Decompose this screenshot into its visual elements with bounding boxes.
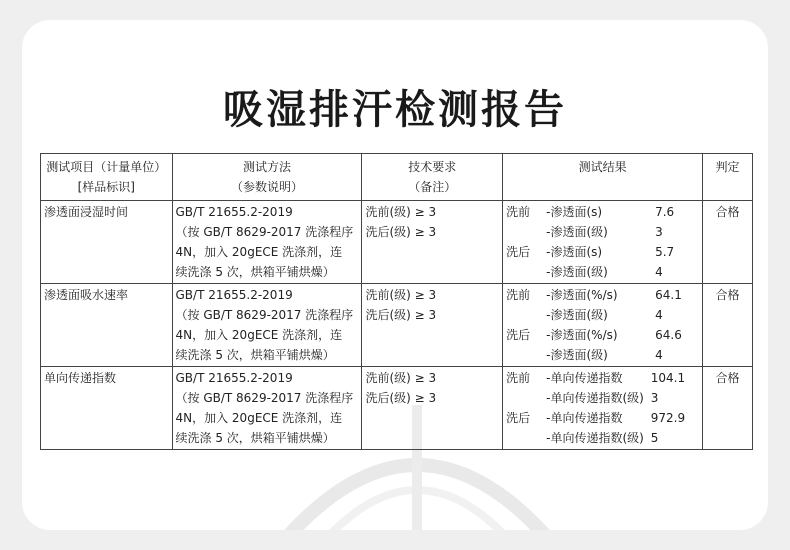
page-title: 吸湿排汗检测报告 (223, 87, 567, 133)
header-result: 测试结果 (503, 154, 703, 201)
requirement-line: 洗后(级) ≥ 3 (365, 225, 437, 239)
cell-requirement (362, 284, 503, 367)
result-stage: 洗前 (506, 205, 531, 219)
method-line: （按 GB/T 8629-2017 洗涤程序 (175, 225, 354, 239)
result-value: 64.1 (655, 288, 682, 302)
result-label: -单向传递指数 (546, 411, 623, 425)
header-requirement (362, 154, 503, 201)
result-label: -渗透面(级) (546, 308, 608, 322)
result-stage (506, 428, 544, 448)
cell-method (172, 367, 362, 450)
result-value: 4 (655, 265, 663, 279)
result-label: -渗透面(s) (546, 205, 603, 219)
result-value: 3 (650, 391, 659, 405)
header-method-line: 测试方法 (242, 160, 291, 174)
header-method (172, 154, 362, 201)
method-line: 4N，加入 20gECE 洗涤剂，连 (175, 328, 343, 342)
result-value: 3 (655, 225, 663, 239)
result-stage: 洗前 (506, 371, 531, 385)
result-value: 7.6 (655, 205, 675, 219)
cell-method (172, 201, 362, 284)
result-grid (506, 285, 699, 365)
method-line: 4N，加入 20gECE 洗涤剂，连 (175, 411, 343, 425)
result-label: -单向传递指数 (546, 371, 623, 385)
requirement-line: 洗前(级) ≥ 3 (365, 371, 437, 385)
result-label: -渗透面(%/s) (546, 328, 618, 342)
cell-verdict: 合格 (703, 201, 753, 284)
result-stage: 洗后 (506, 328, 531, 342)
method-line: GB/T 21655.2-2019 (175, 288, 293, 302)
cell-method (172, 284, 362, 367)
cell-requirement (362, 367, 503, 450)
result-value: 4 (655, 348, 663, 362)
header-requirement-line: （备注） (408, 180, 457, 194)
result-label: -单向传递指数(级) (546, 431, 644, 445)
result-value: 4 (655, 308, 663, 322)
cell-result (503, 201, 703, 284)
report-table (40, 153, 753, 450)
header-method-line: （参数说明） (230, 180, 303, 194)
table-header-row (41, 154, 753, 201)
result-stage (506, 305, 544, 325)
result-label: -渗透面(s) (546, 245, 603, 259)
method-line: （按 GB/T 8629-2017 洗涤程序 (175, 391, 354, 405)
result-value: 5 (650, 431, 659, 445)
cell-result (503, 367, 703, 450)
result-value: 104.1 (650, 371, 686, 385)
cell-item: 渗透面浸湿时间 (41, 201, 173, 284)
requirement-line: 洗后(级) ≥ 3 (365, 391, 437, 405)
method-line: GB/T 21655.2-2019 (175, 371, 293, 385)
result-value: 64.6 (655, 328, 682, 342)
result-stage: 洗后 (506, 245, 531, 259)
result-value: 972.9 (650, 411, 686, 425)
table-row (41, 284, 753, 367)
header-item-line: [样品标识] (77, 180, 135, 194)
result-label: -单向传递指数(级) (546, 391, 644, 405)
header-requirement-line: 技术要求 (408, 160, 457, 174)
method-line: GB/T 21655.2-2019 (175, 205, 293, 219)
method-line: 续洗涤 5 次，烘箱平铺烘燥） (175, 348, 335, 362)
requirement-line: 洗后(级) ≥ 3 (365, 308, 437, 322)
method-line: 续洗涤 5 次，烘箱平铺烘燥） (175, 431, 335, 445)
table-row (41, 201, 753, 284)
requirement-line: 洗前(级) ≥ 3 (365, 288, 437, 302)
cell-requirement (362, 201, 503, 284)
result-label: -渗透面(级) (546, 348, 608, 362)
report-card (22, 20, 768, 530)
result-stage (506, 262, 544, 282)
method-line: 续洗涤 5 次，烘箱平铺烘燥） (175, 265, 335, 279)
result-stage (506, 345, 544, 365)
table-row (41, 367, 753, 450)
method-line: （按 GB/T 8629-2017 洗涤程序 (175, 308, 354, 322)
result-label: -渗透面(级) (546, 265, 608, 279)
cell-item: 单向传递指数 (41, 367, 173, 450)
result-label: -渗透面(级) (546, 225, 608, 239)
header-verdict: 判定 (703, 154, 753, 201)
method-line: 4N，加入 20gECE 洗涤剂，连 (175, 245, 343, 259)
result-stage (506, 388, 544, 408)
result-value: 5.7 (655, 245, 675, 259)
cell-item: 渗透面吸水速率 (41, 284, 173, 367)
header-item (41, 154, 173, 201)
result-label: -渗透面(%/s) (546, 288, 618, 302)
result-stage: 洗后 (506, 411, 531, 425)
result-stage: 洗前 (506, 288, 531, 302)
result-grid (506, 368, 699, 448)
requirement-line: 洗前(级) ≥ 3 (365, 205, 437, 219)
result-stage (506, 222, 544, 242)
cell-verdict: 合格 (703, 367, 753, 450)
header-item-line: 测试项目（计量单位） (46, 160, 167, 174)
cell-result (503, 284, 703, 367)
result-grid (506, 202, 699, 282)
cell-verdict: 合格 (703, 284, 753, 367)
